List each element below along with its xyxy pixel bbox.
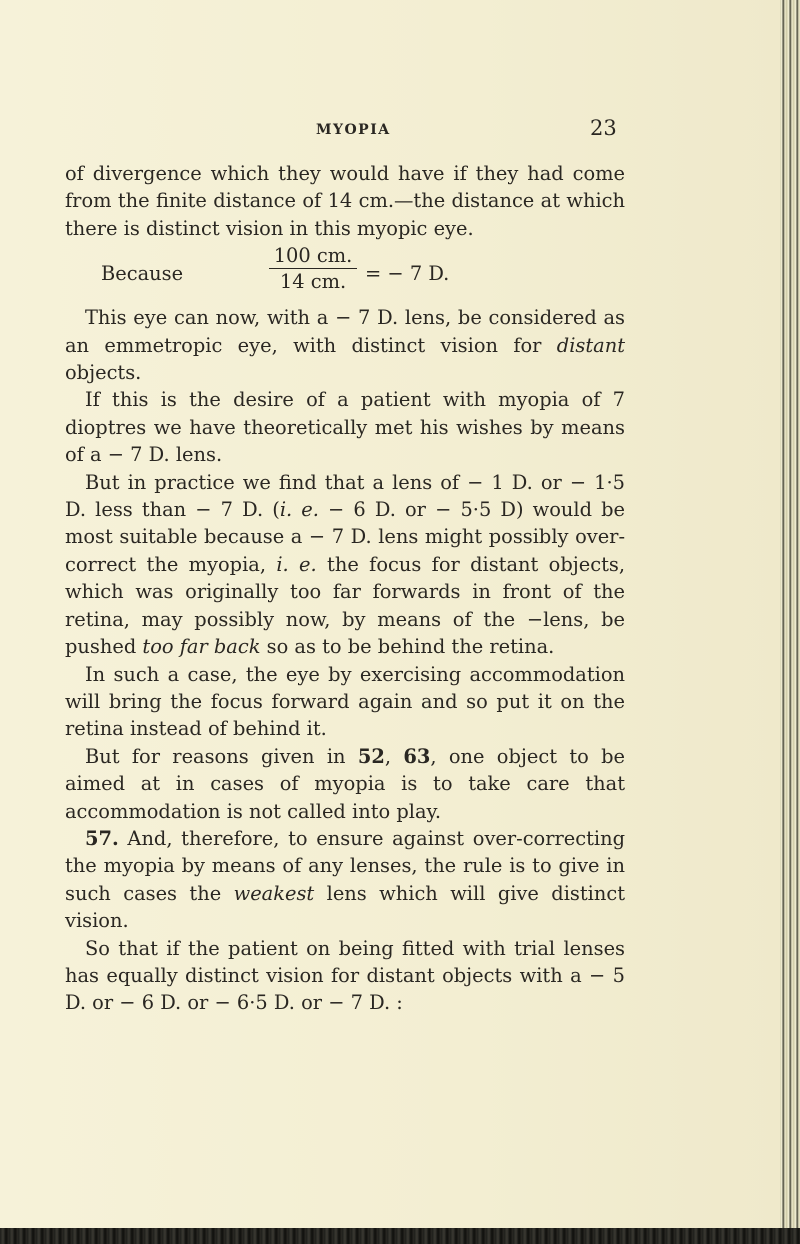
emphasis: weakest — [233, 881, 315, 905]
running-head: MYOPIA — [316, 122, 391, 138]
text-run: In such a case, the eye by exercising accommodation will bring the focus forward again and so put it on the retina instead of behind it. — [65, 662, 625, 741]
emphasis: i. e. — [276, 552, 317, 576]
equation-result: = − 7 D. — [365, 262, 450, 286]
text-run: lens which will give distinct vision. — [65, 881, 625, 933]
text-run: objects. — [65, 361, 142, 385]
text-run: − 6 D. or − 5·5 D) would be most suitable because a − 7 D. lens might possibly over-correct the myopia, — [65, 498, 626, 576]
paragraph — [65, 304, 625, 386]
page-header — [0, 116, 780, 146]
section-reference: 63 — [403, 744, 431, 768]
text-run: , one object to be aimed at in cases of myopia is to take care that accommodation is not called into play. — [65, 744, 626, 823]
text-run: This eye can now, with a − 7 D. lens, be considered as an emmetropic eye, with distinct vision for — [65, 306, 625, 357]
text-run: If this is the desire of a patient with myopia of 7 dioptres we have theoretically met his wishes by means of a − 7 D. lens. — [65, 388, 625, 467]
text-run: But in practice we find that a lens of − 1 D. or − 1·5 D. less than − 7 D. ( — [65, 470, 625, 522]
page-number: 23 — [590, 116, 617, 140]
fraction-numerator: 100 cm. — [269, 244, 357, 269]
section-reference: 52 — [357, 744, 385, 768]
equation-label: Because — [101, 262, 184, 286]
body-text — [65, 160, 625, 1017]
book-binding-edge — [780, 0, 800, 1244]
equation — [65, 244, 625, 300]
paragraph — [65, 825, 625, 935]
paragraph — [65, 935, 625, 1017]
emphasis: too far back — [142, 635, 261, 659]
text-run: And, therefore, to ensure against over-correcting the myopia by means of any lenses, the rule is to give in such cases the — [65, 826, 625, 905]
text-run: So that if the patient on being fitted with trial lenses has equally distinct vision for distant objects with a − 5 D. or − 6 D. or − 6·5 D. or − 7 D. : — [65, 936, 625, 1015]
fraction-denominator: 14 cm. — [279, 270, 347, 294]
emphasis: i. e. — [279, 498, 319, 522]
paragraph — [65, 386, 625, 468]
page-bottom-edge — [0, 1228, 800, 1244]
paragraph — [65, 661, 625, 743]
text-run: But for reasons given in — [85, 744, 358, 768]
paragraph — [65, 743, 625, 825]
paragraph-text: of divergence which they would have if they had come from the finite distance of 14 cm.—the distance at which there is distinct vision in this myopic eye. — [65, 162, 625, 240]
fraction — [269, 244, 357, 295]
text-run: so as to be behind the retina. — [260, 635, 555, 659]
paragraph-continuation — [65, 160, 625, 242]
emphasis: distant — [556, 333, 625, 357]
text-run: the focus for distant objects, which was originally too far forwards in front of the retina, may possibly now, by means of the −lens, be pushed — [65, 552, 625, 659]
text-run: , — [384, 744, 404, 768]
paragraph — [65, 469, 625, 661]
section-number: 57. — [85, 826, 119, 850]
